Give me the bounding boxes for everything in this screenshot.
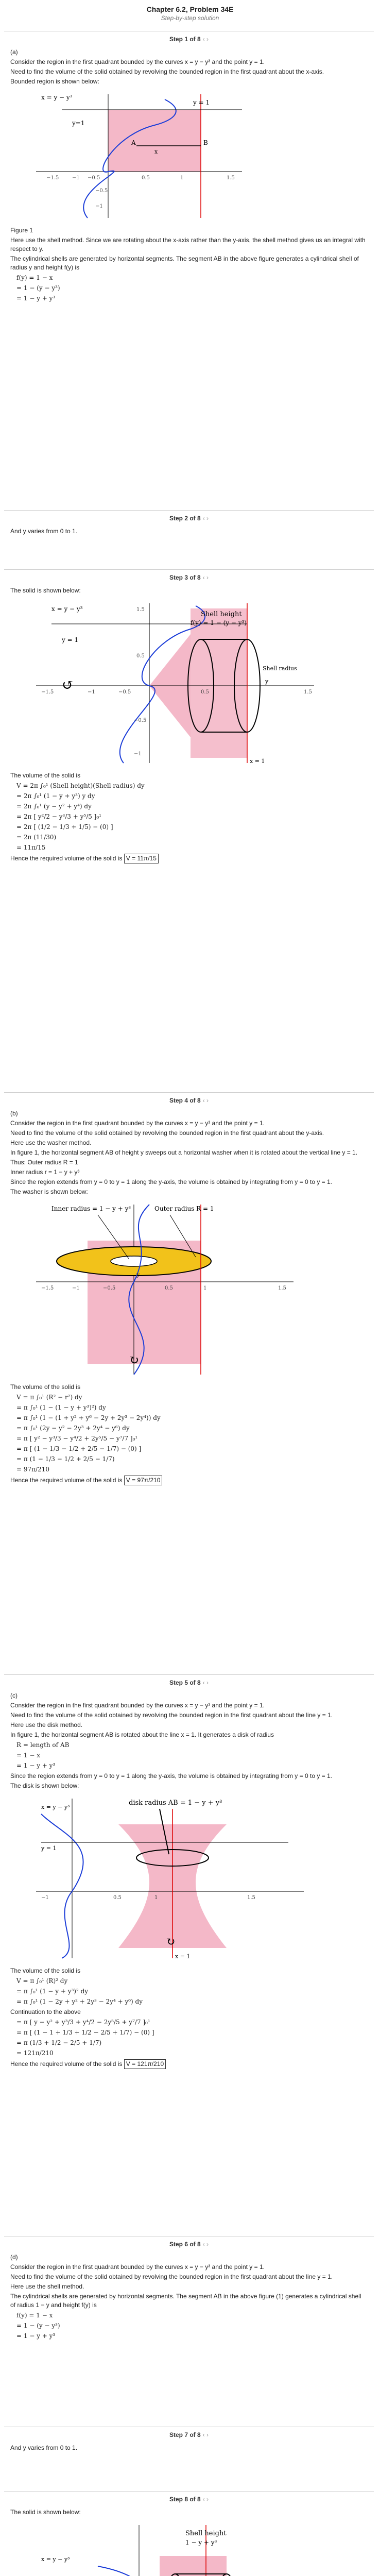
step-2 <box>4 510 374 537</box>
step-4 <box>4 1092 374 1486</box>
tick-label: 1 <box>154 1895 158 1901</box>
text-line: And y varies from 0 to 1. <box>10 2444 78 2451</box>
step-nav-arrows[interactable]: ‹ › <box>202 36 209 43</box>
text-line: The solid is shown below: <box>10 587 81 594</box>
text-line: Need to find the volume of the solid obtained by revolving the bounded region in the first quadrant about the y-axis. <box>10 1129 324 1137</box>
page-subtitle: Step-by-step solution <box>161 14 219 22</box>
outer-radius-label: Outer radius R = 1 <box>154 1205 214 1212</box>
tick-label: −0.5 <box>118 689 131 695</box>
step-heading: Step 4 of 8 ‹ › <box>169 1097 209 1104</box>
math-line: = 11π/15 <box>16 844 46 851</box>
math-line: f(y) = 1 − x <box>16 2312 53 2319</box>
line-label: y = 1 <box>193 99 210 106</box>
text-line: The solid is shown below: <box>10 2509 81 2516</box>
text-line: Here use the washer method. <box>10 1139 92 1146</box>
math-line: = 1 − y + y³ <box>16 1762 56 1769</box>
tick-label: 0.5 <box>136 653 145 659</box>
curve-label: x = y − y³ <box>51 605 83 613</box>
math-line: = π ∫₀¹ (1 − (1 + y² + y⁶ − 2y + 2y³ − 2y⁴)) dy <box>16 1414 161 1421</box>
answer-line: Hence the required volume of the solid is V = 11π/15 <box>10 854 368 863</box>
text-line: Here use the shell method. Since we are rotating about the x-axis rather than the y-axis, the shell method gives us an integral with respect to y. <box>10 236 366 252</box>
disk-radius-label: disk radius AB = 1 − y + y³ <box>129 1799 222 1807</box>
tick-label: 1 <box>203 1285 207 1291</box>
text-line: Since the region extends from y = 0 to y = 1 along the y-axis, the volume is obtained by integrating from y = 0 to y = 1. <box>10 1772 333 1780</box>
tick-label: −1 <box>88 689 95 695</box>
text-line: Continuation to the above <box>10 2008 81 2015</box>
shell-function-label: f(y) = 1 − (y − y³) <box>191 619 247 626</box>
tick-label: 1.5 <box>247 1895 255 1901</box>
rotation-arrow-icon: ↻ <box>129 1353 140 1367</box>
text-line: And y varies from 0 to 1. <box>10 528 78 535</box>
tick-label: 1 <box>180 175 184 181</box>
washer-inner <box>111 1256 157 1266</box>
answer-line: Hence the required volume of the solid is V = 97π/210 <box>10 1476 368 1485</box>
page-title: Chapter 6.2, Problem 34E <box>146 5 234 13</box>
math-line: = π [ y − y² + y³/3 + y⁴/2 − 2y⁵/5 + y⁷/7 ]₀¹ <box>16 2019 150 2026</box>
text-line: The cylindrical shells are generated by horizontal segments. The segment AB in the above figure (1) generates a cylindrical shell of radius 1 − y and height f(y) is <box>10 2293 361 2309</box>
tick-label: 0.5 <box>113 1895 122 1901</box>
shell-height-label: Shell height <box>185 2530 227 2537</box>
y1-label: y = 1 <box>41 1845 57 1852</box>
washer-y-label: y <box>136 1272 140 1278</box>
tick-label: 1.5 <box>278 1285 286 1291</box>
step-nav-arrows[interactable]: ‹ › <box>202 1679 209 1686</box>
figure-region <box>31 89 368 223</box>
step-nav-arrows[interactable]: ‹ › <box>202 1097 209 1104</box>
step-3 <box>4 569 374 865</box>
text-line: The volume of the solid is <box>10 1967 81 1974</box>
shell-radius-label: Shell radius <box>263 665 297 672</box>
dx-label: x <box>154 148 158 155</box>
text-line: Since the region extends from y = 0 to y = 1 along the y-axis, the volume is obtained by integrating from y = 0 to y = 1. <box>10 1178 333 1185</box>
tick-label: −1 <box>41 1895 49 1901</box>
figure-caption: Figure 1 <box>10 227 33 234</box>
tick-label: 1.5 <box>227 175 235 181</box>
tick-label: −1 <box>72 1285 80 1291</box>
text-line: The volume of the solid is <box>10 1383 81 1391</box>
tick-label: −1 <box>95 204 103 209</box>
math-line: = π ∫₀¹ (2y − y² − 2y³ + 2y⁴ − y⁶) dy <box>16 1425 130 1432</box>
figure-washer <box>31 1199 368 1380</box>
step-nav-arrows[interactable]: ‹ › <box>202 574 209 581</box>
math-line: = π [ (1 − 1/3 − 1/2 + 2/5 − 1/7) − (0) ] <box>16 1445 142 1452</box>
shell-function-label: 1 − y + y³ <box>185 2539 217 2546</box>
bound-label: y=1 <box>72 120 85 127</box>
step-nav-arrows[interactable]: ‹ › <box>202 2241 209 2248</box>
step-7 <box>4 2427 374 2453</box>
math-line: = 121π/210 <box>16 2049 54 2057</box>
part-label: (b) <box>10 1110 18 1117</box>
text-line: Consider the region in the first quadrant bounded by the curves x = y − y³ and the point y = 1. <box>10 1702 265 1709</box>
text-line: Need to find the volume of the solid obtained by revolving the bounded region in the first quadrant about the line y = 1. <box>10 2273 333 2280</box>
step-1 <box>4 31 374 304</box>
text-line: Consider the region in the first quadrant bounded by the curves x = y − y³ and the point y = 1. <box>10 1120 265 1127</box>
inner-radius-label: Inner radius = 1 − y + y³ <box>51 1205 131 1212</box>
math-line: = 2π (11/30) <box>16 834 57 841</box>
step-6 <box>4 2236 374 2342</box>
x1-label: x = 1 <box>250 758 265 765</box>
step-5 <box>4 1674 374 2070</box>
y1-label: y = 1 <box>62 636 79 643</box>
shell-y-label: y <box>265 678 269 685</box>
math-line: = 1 − (y − y³) <box>16 2322 60 2329</box>
math-line: R = length of AB <box>16 1741 70 1749</box>
tick-label: −1.5 <box>46 175 59 181</box>
math-line: = 97π/210 <box>16 1466 49 1473</box>
tick-label: −0.5 <box>134 718 147 723</box>
math-line: f(y) = 1 − x <box>16 274 53 281</box>
tick-label: −1 <box>72 175 80 181</box>
math-line: = 1 − y + y³ <box>16 2332 56 2340</box>
step-heading: Step 1 of 8 ‹ › <box>169 36 209 43</box>
step-heading: Step 8 of 8 ‹ › <box>169 2496 209 2503</box>
math-line: = 1 − x <box>16 1752 40 1759</box>
tick-label: 1.5 <box>304 689 312 695</box>
math-line: = 2π ∫₀¹ (y − y² + y⁴) dy <box>16 803 92 810</box>
text-line: Bounded region is shown below: <box>10 78 99 85</box>
text-line: Consider the region in the first quadrant bounded by the curves x = y − y³ and the point y = 1. <box>10 58 265 65</box>
curve-line <box>98 2566 152 2576</box>
answer-box: V = 97π/210 <box>124 1476 163 1485</box>
tick-label: 0.5 <box>201 689 209 695</box>
math-line: = 2π [ (1/2 − 1/3 + 1/5) − (0) ] <box>16 823 113 831</box>
text-line: Consider the region in the first quadrant bounded by the curves x = y − y³ and the point y = 1. <box>10 2263 265 2270</box>
math-line: = π (1/3 + 1/2 − 2/5 + 1/7) <box>16 2039 102 2046</box>
text-line: The washer is shown below: <box>10 1188 88 1195</box>
part-label: (d) <box>10 2253 18 2261</box>
curve-line <box>41 1814 83 1958</box>
step-nav-arrows[interactable]: ‹ › <box>202 2431 209 2438</box>
text-line: The disk is shown below: <box>10 1782 79 1789</box>
part-label: (c) <box>10 1692 18 1699</box>
math-line: = π (1 − 1/3 − 1/2 + 2/5 − 1/7) <box>16 1455 115 1463</box>
tick-label: 1.5 <box>136 607 145 613</box>
tick-label: −1.5 <box>41 689 54 695</box>
math-line: = π [ y² − y³/3 − y⁴/2 + 2y⁵/5 − y⁷/7 ]₀¹ <box>16 1435 138 1442</box>
step-nav-arrows[interactable]: ‹ › <box>202 515 209 522</box>
text-line: Need to find the volume of the solid obtained by revolving the bounded region in the first quadrant about the line y = 1. <box>10 1711 333 1719</box>
x1-label: x = 1 <box>175 1953 191 1960</box>
step-heading: Step 2 of 8 ‹ › <box>169 515 209 522</box>
text-line: Need to find the volume of the solid obtained by revolving the bounded region in the first quadrant about the x-axis. <box>10 68 324 75</box>
point-b-label: B <box>203 139 208 146</box>
figure-disk <box>31 1793 368 1963</box>
text-line: In figure 1, the horizontal segment AB is rotated about the line x = 1. It generates a disk of radius <box>10 1731 274 1738</box>
text-line: Here use the shell method. <box>10 2283 84 2290</box>
figure-shell-d <box>31 2520 368 2576</box>
math-line: = 2π ∫₀¹ (1 − y + y³) y dy <box>16 792 95 800</box>
rotation-arrow-icon: ↻ <box>166 1936 176 1948</box>
curve-label: x = y − y³ <box>41 1804 70 1810</box>
text-line: The cylindrical shells are generated by horizontal segments. The segment AB in the above figure generates a cylindrical shell of radius y and height f(y) is <box>10 255 359 271</box>
math-line: = 1 − (y − y³) <box>16 284 60 292</box>
step-nav-arrows[interactable]: ‹ › <box>202 2496 209 2503</box>
math-line: = 2π [ y²/2 − y³/3 + y⁵/5 ]₀¹ <box>16 813 101 820</box>
answer-box: V = 11π/15 <box>124 854 159 863</box>
shell-height-label: Shell height <box>201 611 242 618</box>
part-label: (a) <box>10 48 18 56</box>
curve-label: x = y − y³ <box>41 94 73 101</box>
math-line: = π ∫₀¹ (1 − (1 − y + y³)²) dy <box>16 1404 106 1411</box>
tick-label: −0.5 <box>88 175 100 181</box>
curve-label: x = y − y³ <box>41 2556 70 2563</box>
text-line: Thus: Outer radius R = 1 <box>10 1159 78 1166</box>
answer-line: Hence the required volume of the solid is V = 121π/210 <box>10 2059 368 2069</box>
tick-label: −0.5 <box>95 188 108 194</box>
step-heading: Step 7 of 8 ‹ › <box>169 2431 209 2438</box>
text-line: In figure 1, the horizontal segment AB of height y sweeps out a horizontal washer when it is rotated about the vertical line y = 1. <box>10 1149 358 1156</box>
math-line: = 1 − y + y³ <box>16 295 56 302</box>
tick-label: −1.5 <box>41 1285 54 1291</box>
text-line: Inner radius r = 1 − y + y³ <box>10 1168 80 1176</box>
tick-label: −1 <box>134 751 142 757</box>
page-header <box>0 0 380 22</box>
step-heading: Step 3 of 8 ‹ › <box>169 574 209 581</box>
math-line: = π [ (1 − 1 + 1/3 + 1/2 − 2/5 + 1/7) − (0) ] <box>16 2029 154 2036</box>
step-heading: Step 6 of 8 ‹ › <box>169 2241 209 2248</box>
answer-box: V = 121π/210 <box>124 2059 166 2069</box>
step-heading: Step 5 of 8 ‹ › <box>169 1679 209 1686</box>
figure-solid-shell <box>31 598 368 768</box>
math-line: V = 2π ∫₀¹ (Shell height)(Shell radius) dy <box>16 782 145 789</box>
rotation-arrow-icon: ↺ <box>62 676 74 693</box>
math-line: V = π ∫₀¹ (R)² dy <box>16 1977 68 1985</box>
tick-label: −0.5 <box>103 1285 116 1291</box>
tick-label: 0.5 <box>165 1285 173 1291</box>
tick-label: 0.5 <box>142 175 150 181</box>
step-8 <box>4 2491 374 2576</box>
math-line: V = π ∫₀¹ (R² − r²) dy <box>16 1394 82 1401</box>
point-a-label: A <box>131 139 136 146</box>
math-line: = π ∫₀¹ (1 − 2y + y² + 2y³ − 2y⁴ + y⁶) dy <box>16 1998 143 2005</box>
text-line: Here use the disk method. <box>10 1721 83 1728</box>
math-line: = π ∫₀¹ (1 − y + y³)² dy <box>16 1988 89 1995</box>
text-line: The volume of the solid is <box>10 772 81 779</box>
